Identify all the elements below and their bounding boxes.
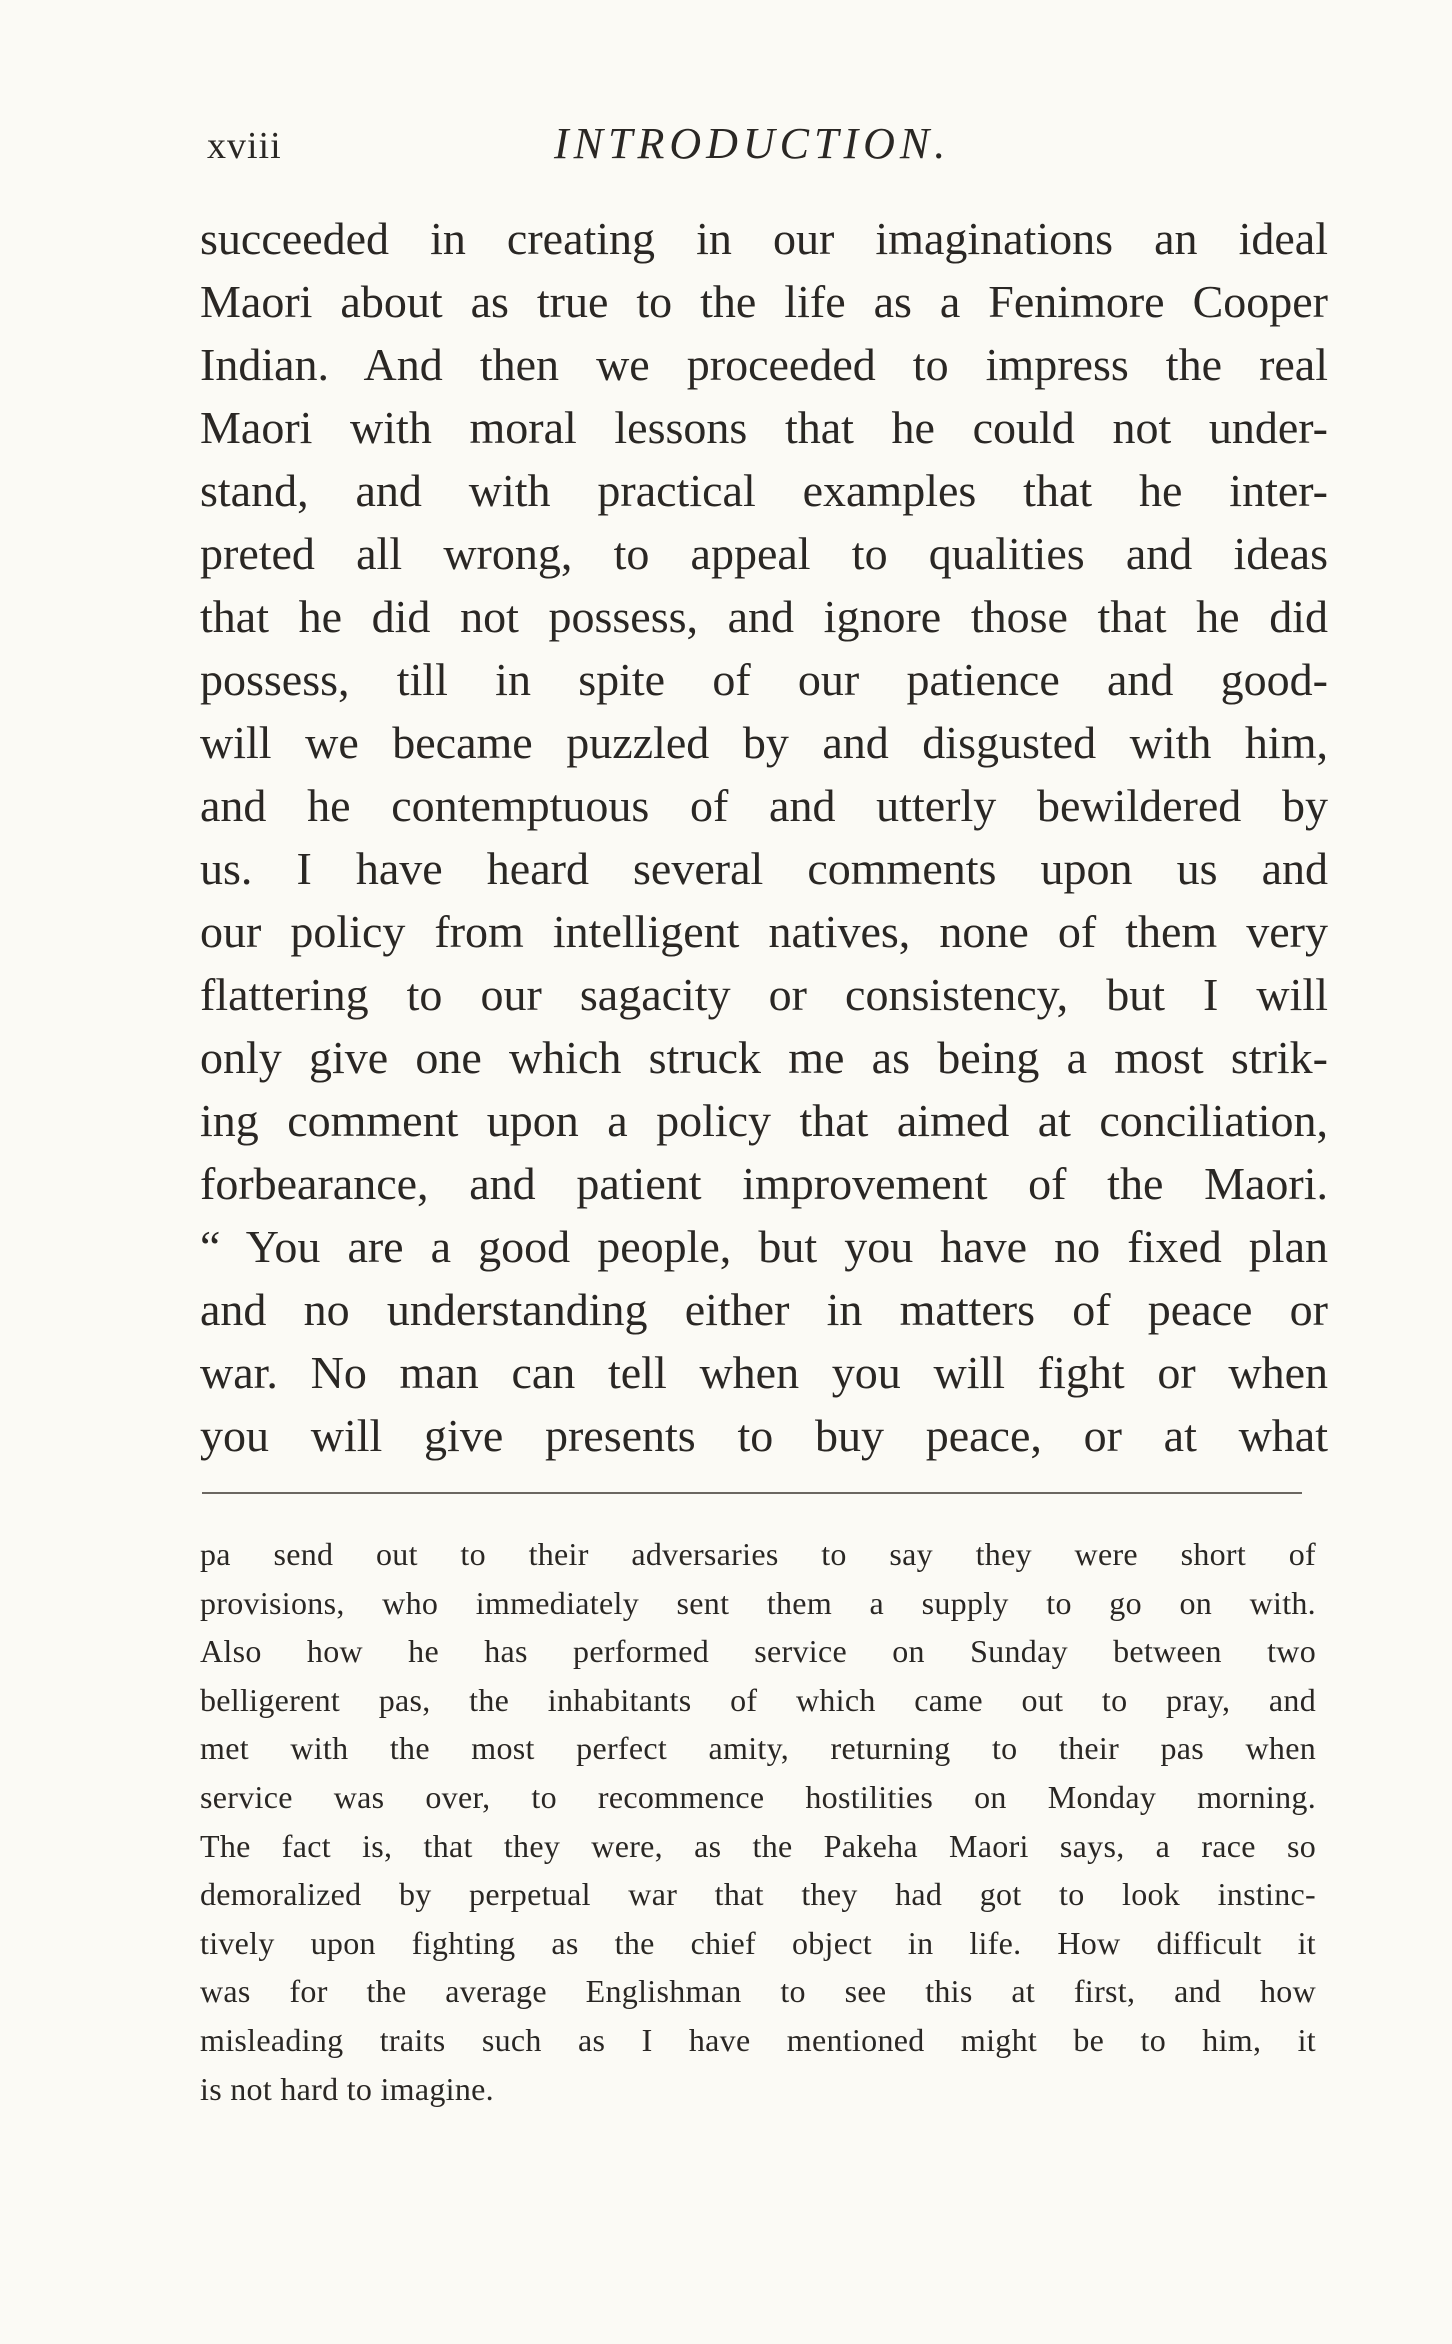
body-line: and he contemptuous of and utterly bewildered by [200,780,1328,831]
footnote-rule [202,1492,1302,1494]
footnote [200,1530,1316,2113]
body-line: possess, till in spite of our patience and good- [200,654,1328,705]
body-line: and no understanding either in matters of peace or [200,1284,1328,1335]
body-line: Maori with moral lessons that he could not under- [200,402,1328,453]
body-line: flattering to our sagacity or consistency, but I will [200,969,1328,1020]
body-line: succeeded in creating in our imaginations an ideal [200,213,1328,264]
footnote-line: met with the most perfect amity, returning to their pas when [200,1730,1316,1767]
body-line: forbearance, and patient improvement of the Maori. [200,1158,1328,1209]
body-line: will we became puzzled by and disgusted with him, [200,717,1328,768]
body-line: only give one which struck me as being a most strik- [200,1032,1328,1083]
body-line: “ You are a good people, but you have no fixed plan [200,1221,1328,1272]
body-line: preted all wrong, to appeal to qualities and ideas [200,528,1328,579]
footnote-line: was for the average Englishman to see this at first, and how [200,1973,1316,2010]
footnote-line: pa send out to their adversaries to say they were short of [200,1536,1316,1572]
footnote-line: service was over, to recommence hostilities on Monday morning. [200,1778,1316,1815]
footnote-line: Also how he has performed service on Sunday between two [200,1633,1316,1670]
footnote-line: belligerent pas, the inhabitants of which came out to pray, and [200,1681,1316,1718]
body-line: our policy from intelligent natives, none of them very [200,906,1328,957]
body-line: us. I have heard several comments upon us and [200,843,1328,894]
footnote-line: tively upon fighting as the chief object in life. How difficult it [200,1924,1316,1961]
footnote-line: The fact is, that they were, as the Pakeha Maori says, a race so [200,1827,1316,1864]
body-line: Maori about as true to the life as a Fenimore Cooper [200,276,1328,327]
footnote-line: is not hard to imagine. [200,2070,494,2107]
body-line: war. No man can tell when you will fight or when [200,1347,1328,1398]
footnote-line: demoralized by perpetual war that they had got to look instinc- [200,1876,1316,1913]
body-line: stand, and with practical examples that he inter- [200,465,1328,516]
body-line: that he did not possess, and ignore those that he did [200,591,1328,642]
body-line: ing comment upon a policy that aimed at conciliation, [200,1095,1328,1146]
running-head: INTRODUCTION. [554,119,951,168]
body-line: you will give presents to buy peace, or at what [200,1410,1328,1461]
footnote-line: misleading traits such as I have mentioned might be to him, it [200,2021,1316,2058]
body-text [200,207,1328,1467]
body-line: Indian. And then we proceeded to impress the real [200,339,1328,390]
page-number: xviii [207,125,282,167]
footnote-line: provisions, who immediately sent them a supply to go on with. [200,1584,1316,1621]
